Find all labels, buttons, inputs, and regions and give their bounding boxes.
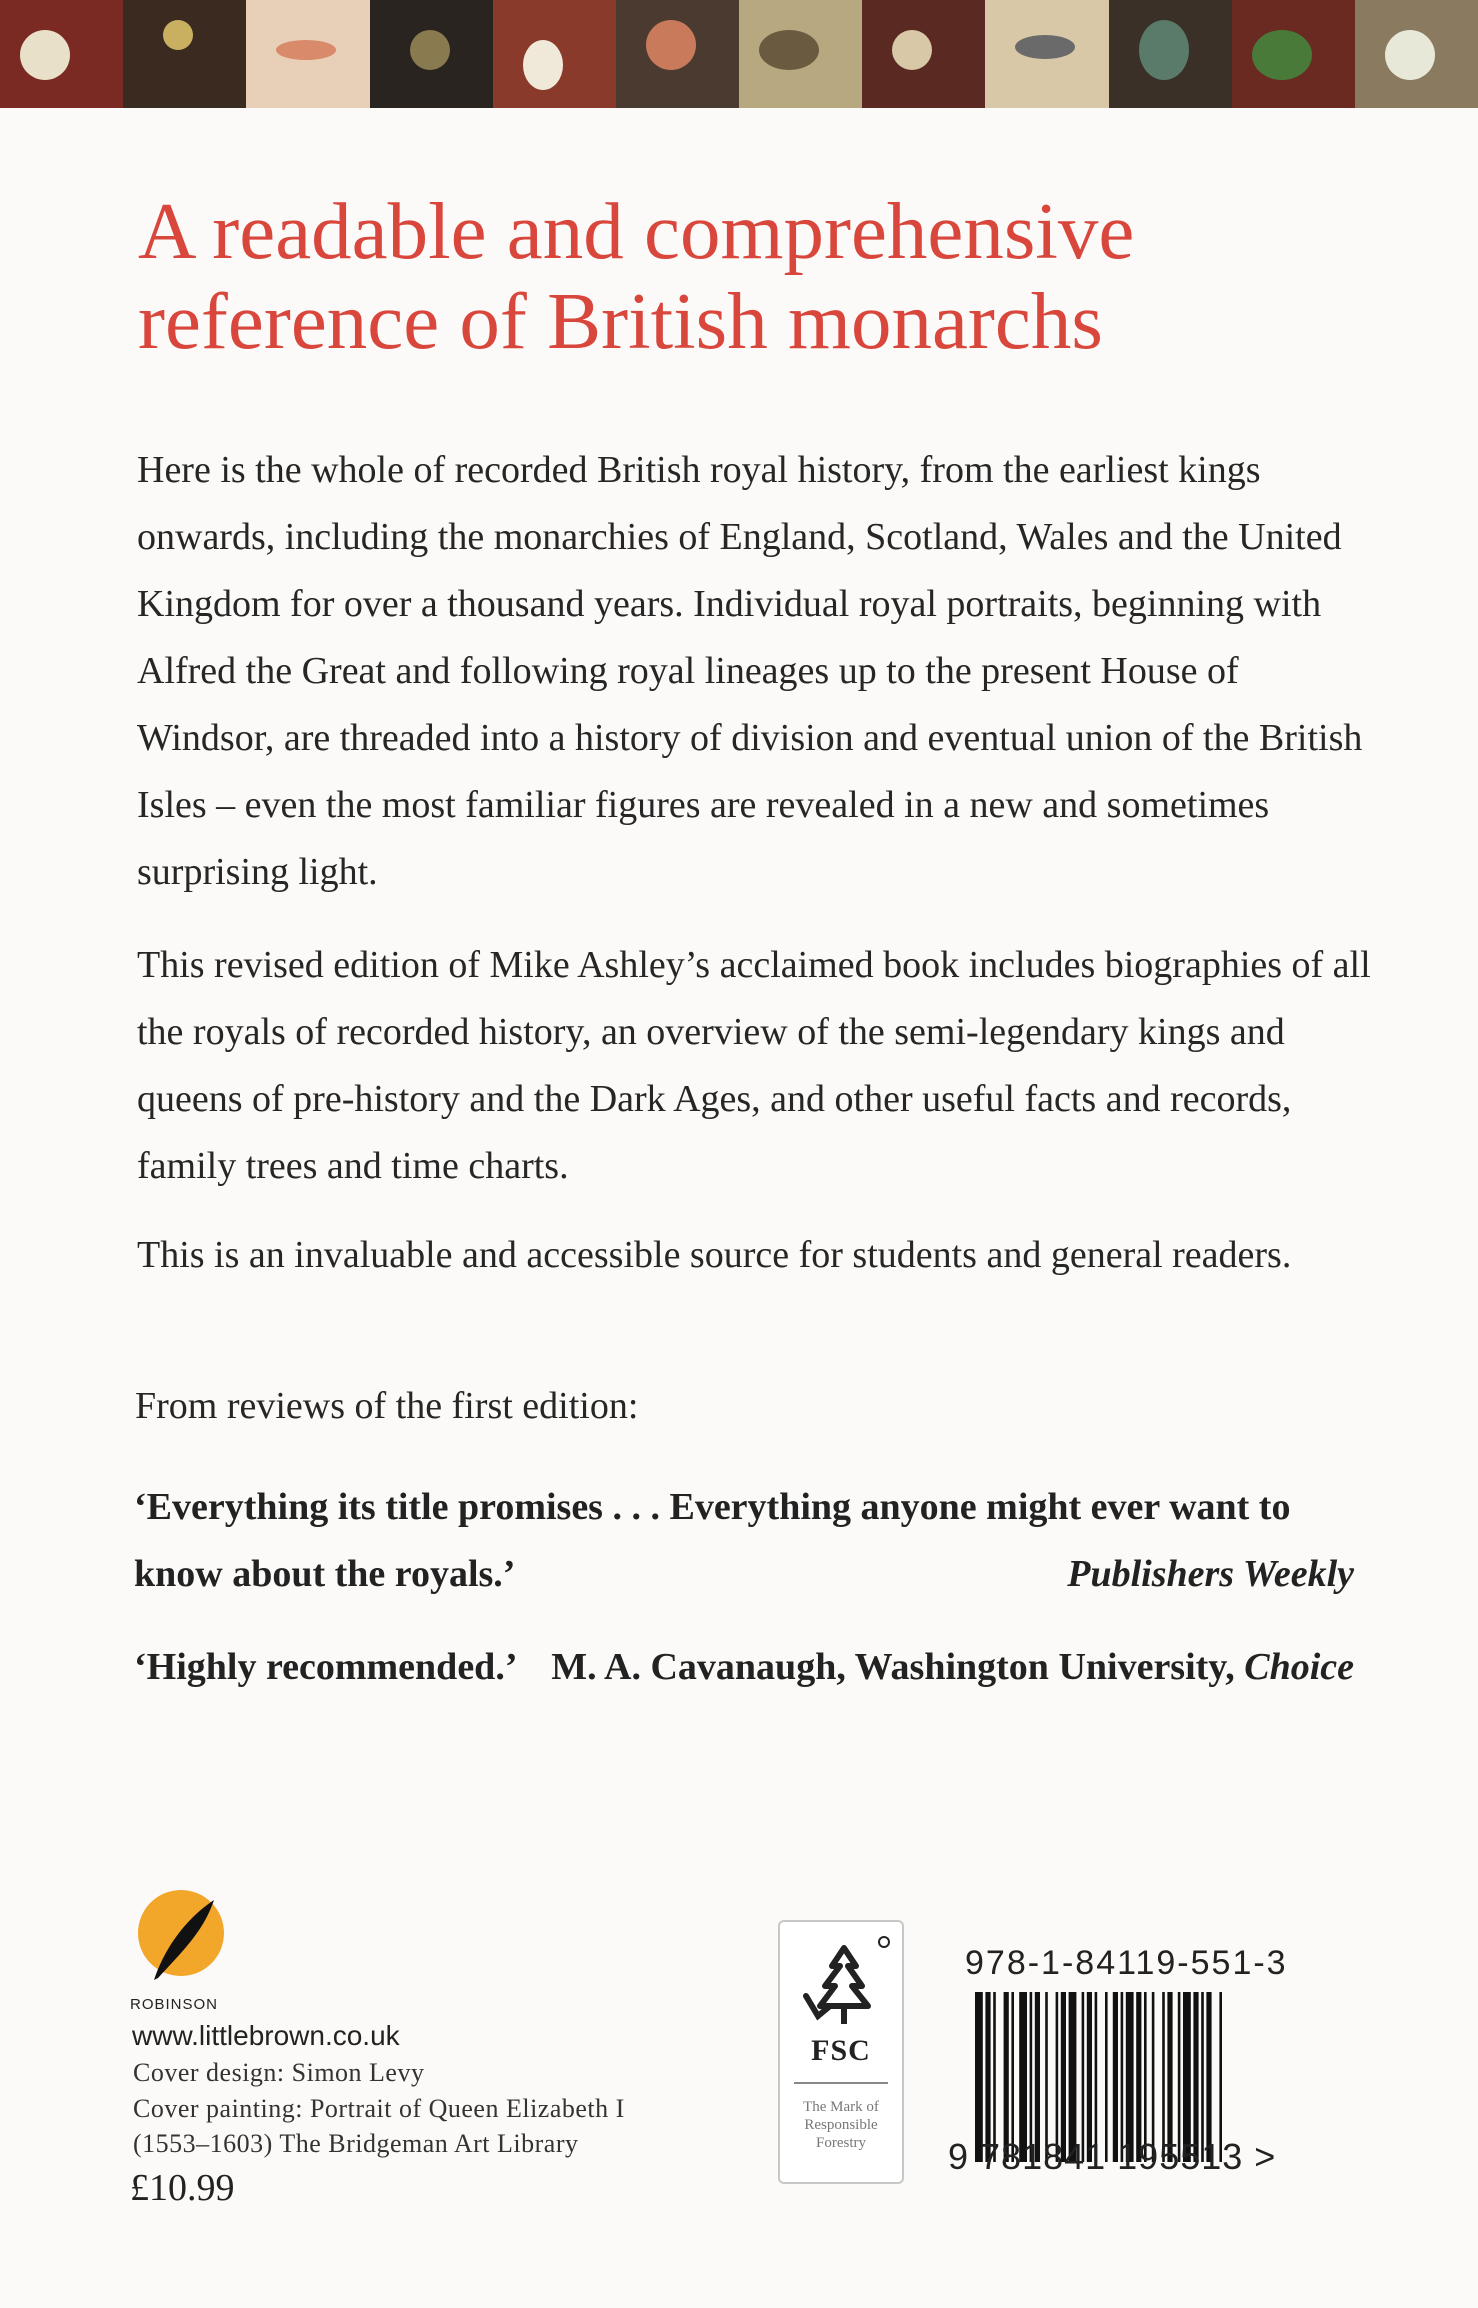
strip-tile [739, 0, 862, 108]
description-paragraph-1: Here is the whole of recorded British royal history, from the earliest kings onwards, including the monarchies of England, Scotland, Wales and the United Kingdom for over a thousand years. Individual royal portraits, beginning with Alfred the Great and following royal lineages up to the present House of Windsor, are threaded into a history of division and eventual union of the British Isles – even the most familiar figures are revealed in a new and sometimes surprising light. [137, 449, 1363, 893]
review-quote-1-source: Publishers Weekly [1067, 1553, 1354, 1595]
strip-tile [370, 0, 493, 108]
strip-tile [493, 0, 616, 108]
headline-line-1: A readable and comprehensive [138, 186, 1135, 276]
strip-tile [123, 0, 246, 108]
quill-icon [134, 1890, 234, 1990]
fsc-subtitle: The Mark of Responsible Forestry [803, 2099, 879, 2151]
description-paragraph-2: This revised edition of Mike Ashley’s acclaimed book includes biographies of all the royals of recorded history, an overview of the semi-legendary kings and queens of pre-history and the Dark Ages, and other useful facts and records, family trees and time charts. [137, 944, 1371, 1187]
cover-painting-credit: Cover painting: Portrait of Queen Elizabeth I [133, 2094, 625, 2123]
isbn-number: 978-1-84119-551-3 [965, 1944, 1288, 1982]
fsc-mark [778, 1920, 904, 2184]
strip-tile [1232, 0, 1355, 108]
strip-tile [1355, 0, 1478, 108]
review-quote-2-text: ‘Highly recommended.’ [134, 1646, 518, 1688]
decorative-jewel-strip [0, 0, 1478, 108]
strip-tile [862, 0, 985, 108]
robinson-logo [134, 1890, 218, 1990]
fsc-label: FSC [811, 2034, 871, 2067]
strip-tile [1109, 0, 1232, 108]
headline-line-2: reference of British monarchs [138, 276, 1103, 366]
description-paragraph-3: This is an invaluable and accessible source for students and general readers. [137, 1234, 1292, 1276]
review-quote-2-source-publication: Choice [1244, 1646, 1354, 1688]
review-quote-1-text: ‘Everything its title promises . . . Everything anyone might ever want to know about the royals.’ [134, 1486, 1291, 1595]
barcode-digits: 9 781841 195513 > [948, 2136, 1277, 2177]
review-quote-2 [134, 1634, 1354, 1701]
review-quote-2-source-prefix: M. A. Cavanaugh, Washington University, [551, 1646, 1235, 1688]
headline [138, 186, 1378, 366]
strip-tile [246, 0, 369, 108]
strip-tile [616, 0, 739, 108]
fsc-divider [794, 2082, 888, 2084]
publisher-name: ROBINSON [130, 1996, 219, 2013]
publisher-url[interactable]: www.littlebrown.co.uk [132, 2020, 400, 2051]
reviews-intro: From reviews of the first edition: [135, 1385, 639, 1427]
strip-tile [985, 0, 1108, 108]
cover-design-credit: Cover design: Simon Levy [133, 2058, 425, 2087]
cover-painting-credit-2: (1553–1603) The Bridgeman Art Library [133, 2129, 579, 2158]
price: £10.99 [130, 2167, 235, 2209]
review-quote-1 [134, 1474, 1354, 1608]
review-quote-2-source [551, 1634, 1354, 1701]
fsc-tree-icon [780, 1926, 902, 2036]
strip-tile [0, 0, 123, 108]
